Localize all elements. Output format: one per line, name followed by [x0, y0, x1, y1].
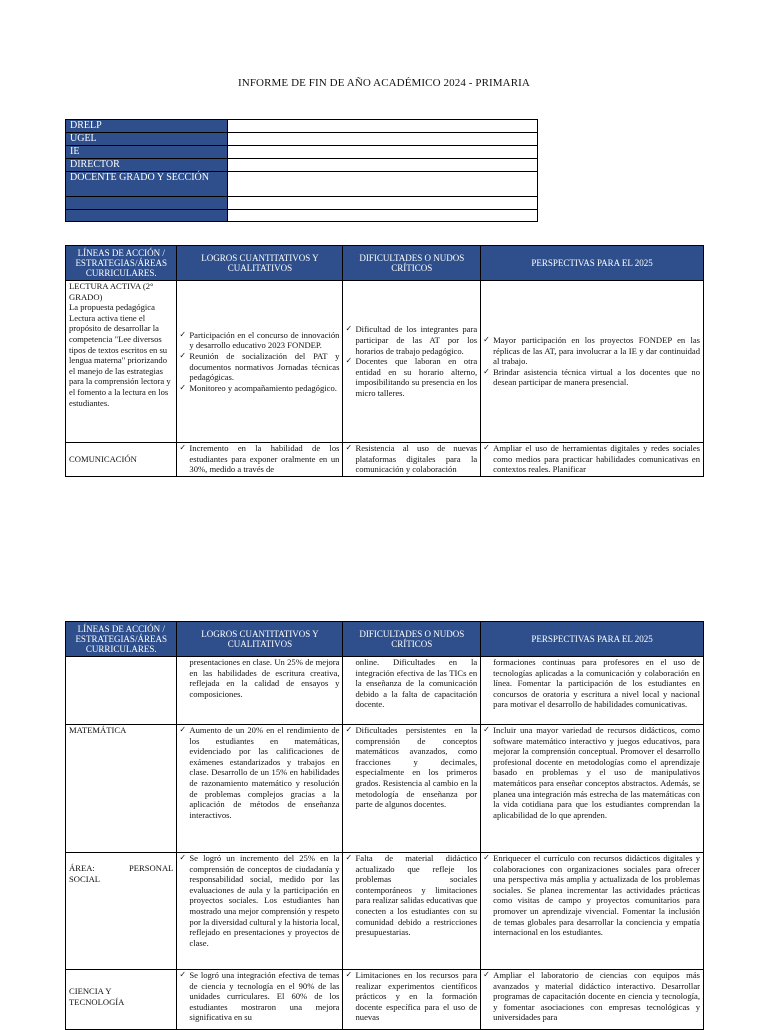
- list-item: ✓ Ampliar el laboratorio de ciencias con equipos más avanzados y material didáctico interactivo. Desarrollar programas de capacitación docente en ciencia y tecnología, y fomentar asociaciones con empresas tecnológicas y universidades para: [484, 970, 700, 1028]
- area-ciencia-tecnologia: [66, 970, 177, 1030]
- info-value-blank[interactable]: [228, 210, 538, 222]
- area-label: ÁREA: PERSONAL SOCIAL: [69, 863, 174, 884]
- dificultades-cell: [343, 725, 481, 853]
- info-row-docente: [66, 172, 538, 197]
- table-row: [66, 853, 704, 970]
- info-value-blank[interactable]: [228, 197, 538, 210]
- info-row-ugel: [66, 133, 538, 146]
- list-item: ✓ Incluir una mayor variedad de recursos didácticos, como software matemático interactivo y juegos educativos, para mejorar la comprensión conceptual. Promover el desarrollo profesional docente en metodologías como el aprendizaje basado en problemas y el uso de manipulativos matemáticos para enseñar conceptos abstractos. Además, se planea una integración más estrecha de las matemáticas con la vida cotidiana para que los estudiantes comprendan la aplicabilidad de lo que aprenden.: [484, 725, 700, 820]
- dificultades-cell: [343, 281, 481, 443]
- document-title: INFORME DE FIN DE AÑO ACADÉMICO 2024 - PRIMARIA: [238, 77, 530, 89]
- list-item: ✓ Mayor participación en los proyectos FONDEP en las réplicas de las AT, para involucrar a la IE y dar continuidad al trabajo.: [484, 335, 700, 367]
- dificultades-cell: [343, 443, 481, 477]
- header-perspectivas: PERSPECTIVAS PARA EL 2025: [481, 246, 704, 281]
- list-item: ✓ Reunión de socialización del PAT y documentos normativos Jornadas técnicas pedagógicas.: [180, 351, 339, 383]
- info-value-drelp[interactable]: [228, 120, 538, 133]
- perspectivas-cell: [481, 970, 704, 1030]
- info-row-blank: [66, 197, 538, 210]
- header-dificultades: DIFICULTADES O NUDOS CRÍTICOS: [343, 622, 481, 657]
- header-logros: LOGROS CUANTITATIVOS Y CUALITATIVOS: [177, 622, 343, 657]
- list-item: ✓ Se logró una integración efectiva de temas de ciencia y tecnología en el 90% de las unidades curriculares. El 60% de los estudiantes mostraron una mejora significativa en su: [180, 970, 339, 1028]
- info-value-ugel[interactable]: [228, 133, 538, 146]
- logros-cell: [177, 970, 343, 1030]
- header-lineas: LÍNEAS DE ACCIÓN / ESTRATEGIAS/ÁREAS CURRICULARES.: [66, 622, 177, 657]
- dificultades-cell: [343, 970, 481, 1030]
- list-item: ✓ Ampliar el uso de herramientas digitales y redes sociales como medios para practicar habilidades comunicativas en contextos reales. Planificar: [484, 443, 700, 475]
- logros-cell: [177, 853, 343, 970]
- info-label-ugel: UGEL: [66, 133, 228, 146]
- list-item: ✓ Incremento en la habilidad de los estudiantes para exponer oralmente en un 30%, medido a través de: [180, 443, 339, 475]
- info-value-ie[interactable]: [228, 146, 538, 159]
- table-row: [66, 281, 704, 443]
- table-row: [66, 970, 704, 1030]
- logros-cell: [177, 443, 343, 477]
- logros-cell: presentaciones en clase. Un 25% de mejora en las habilidades de escritura creativa, reflejada en la calidad de ensayos y composiciones.: [177, 657, 343, 725]
- info-label-ie: IE: [66, 146, 228, 159]
- info-label-drelp: DRELP: [66, 120, 228, 133]
- perspectivas-cell: [481, 281, 704, 443]
- list-item: ✓ Participación en el concurso de innovación y desarrollo educativo 2023 FONDEP.: [180, 330, 339, 351]
- info-label-director: DIRECTOR: [66, 159, 228, 172]
- area-matematica: MATEMÁTICA: [66, 725, 177, 853]
- info-value-director[interactable]: [228, 159, 538, 172]
- list-item: ✓ Dificultad de los integrantes para participar de las AT por los horarios de trabajo pedagógico.: [346, 324, 477, 356]
- perspectivas-cell: [481, 443, 704, 477]
- dificultades-cell: online. Dificultades en la integración efectiva de las TICs en la enseñanza de la comunicación debido a la falta de capacitación docente.: [343, 657, 481, 725]
- info-row-director: [66, 159, 538, 172]
- perspectivas-cell: [481, 725, 704, 853]
- list-item: ✓ Monitoreo y acompañamiento pedagógico.: [180, 383, 339, 394]
- table-row: [66, 657, 704, 725]
- header-lineas: LÍNEAS DE ACCIÓN / ESTRATEGIAS/ÁREAS CURRICULARES.: [66, 246, 177, 281]
- area-lectura-activa: LECTURA ACTIVA (2° GRADO) La propuesta pedagógica Lectura activa tiene el propósito de desarrollar la competencia "Lee diversos tipos de textos escritos en su lengua materna" priorizando el manejo de las estrategias para la comprensión lectora y el fomento a la lectura en los estudiantes.: [66, 281, 177, 443]
- header-dificultades: DIFICULTADES O NUDOS CRÍTICOS: [343, 246, 481, 281]
- info-row-ie: [66, 146, 538, 159]
- area-personal-social: [66, 853, 177, 970]
- area-label: CIENCIA Y TECNOLOGÍA: [69, 986, 125, 1007]
- action-lines-table-page1: [65, 245, 704, 477]
- area-continuation: [66, 657, 177, 725]
- info-label-blank: [66, 197, 228, 210]
- info-row-blank: [66, 210, 538, 222]
- perspectivas-cell: [481, 853, 704, 970]
- table-header-row: [66, 622, 704, 657]
- logros-cell: [177, 725, 343, 853]
- list-item: ✓ Brindar asistencia técnica virtual a los docentes que no desean participar de manera presencial.: [484, 367, 700, 388]
- header-perspectivas: PERSPECTIVAS PARA EL 2025: [481, 622, 704, 657]
- info-label-docente: DOCENTE GRADO Y SECCIÓN: [66, 172, 228, 197]
- school-info-table: [65, 119, 538, 222]
- list-item: ✓ Aumento de un 20% en el rendimiento de los estudiantes en matemáticas, evidenciado por las calificaciones de exámenes estandarizados y trabajos en clase. Desarrollo de un 15% en habilidades de razonamiento matemático y resolución de problemas complejos gracias a la aplicación de métodos de enseñanza interactivos.: [180, 725, 339, 820]
- header-logros: LOGROS CUANTITATIVOS Y CUALITATIVOS: [177, 246, 343, 281]
- action-lines-table-page2: [65, 621, 704, 1030]
- table-row: [66, 443, 704, 477]
- table-row: [66, 725, 704, 853]
- list-item: ✓ Resistencia al uso de nuevas plataformas digitales para la comunicación y colaboración: [346, 443, 477, 475]
- list-item: ✓ Falta de material didáctico actualizado que refleje los problemas sociales contemporáneos y limitaciones para realizar salidas educativas que conecten a los estudiantes con su comunidad debido a restricciones presupuestarias.: [346, 853, 477, 938]
- list-item: ✓ Limitaciones en los recursos para realizar experimentos científicos prácticos y en la formación docente específica para el uso de nuevas: [346, 970, 477, 1028]
- list-item: ✓ Dificultades persistentes en la comprensión de conceptos matemáticos avanzados, como fracciones y decimales, especialmente en los primeros grados. Resistencia al cambio en la metodología de enseñanza por parte de algunos docentes.: [346, 725, 477, 810]
- list-item: ✓ Enriquecer el currículo con recursos didácticos digitales y colaboraciones con organizaciones sociales para ofrecer una perspectiva más amplia y actualizada de los problemas sociales. Se planea incrementar las actividades prácticas como visitas de campo y proyectos comunitarios para promover un aprendizaje vivencial. Fomentar la inclusión de temas globales para desarrollar la conciencia y empatía internacional en los estudiantes.: [484, 853, 700, 938]
- list-item: ✓ Docentes que laboran en otra entidad en su horario alterno, imposibilitando su presencia en los micro talleres.: [346, 356, 477, 398]
- table-header-row: [66, 246, 704, 281]
- info-row-drelp: [66, 120, 538, 133]
- info-value-docente[interactable]: [228, 172, 538, 197]
- info-label-blank: [66, 210, 228, 222]
- area-comunicacion: COMUNICACIÓN: [66, 443, 177, 477]
- dificultades-cell: [343, 853, 481, 970]
- list-item: ✓ Se logró un incremento del 25% en la comprensión de conceptos de ciudadanía y responsabilidad social, medido por las evaluaciones de aula y la participación en proyectos sociales. Los estudiantes han mostrado una mejor comprensión y respeto por la diversidad cultural y la historia local, reflejado en presentaciones y proyectos de clase.: [180, 853, 339, 948]
- logros-cell: [177, 281, 343, 443]
- perspectivas-cell: formaciones continuas para profesores en el uso de tecnologías aplicadas a la comunicación y colaboración en línea. Fomentar la participación de los estudiantes en concursos de oratoria y escritura a nivel local y nacional para motivar el desarrollo de habilidades comunicativas.: [481, 657, 704, 725]
